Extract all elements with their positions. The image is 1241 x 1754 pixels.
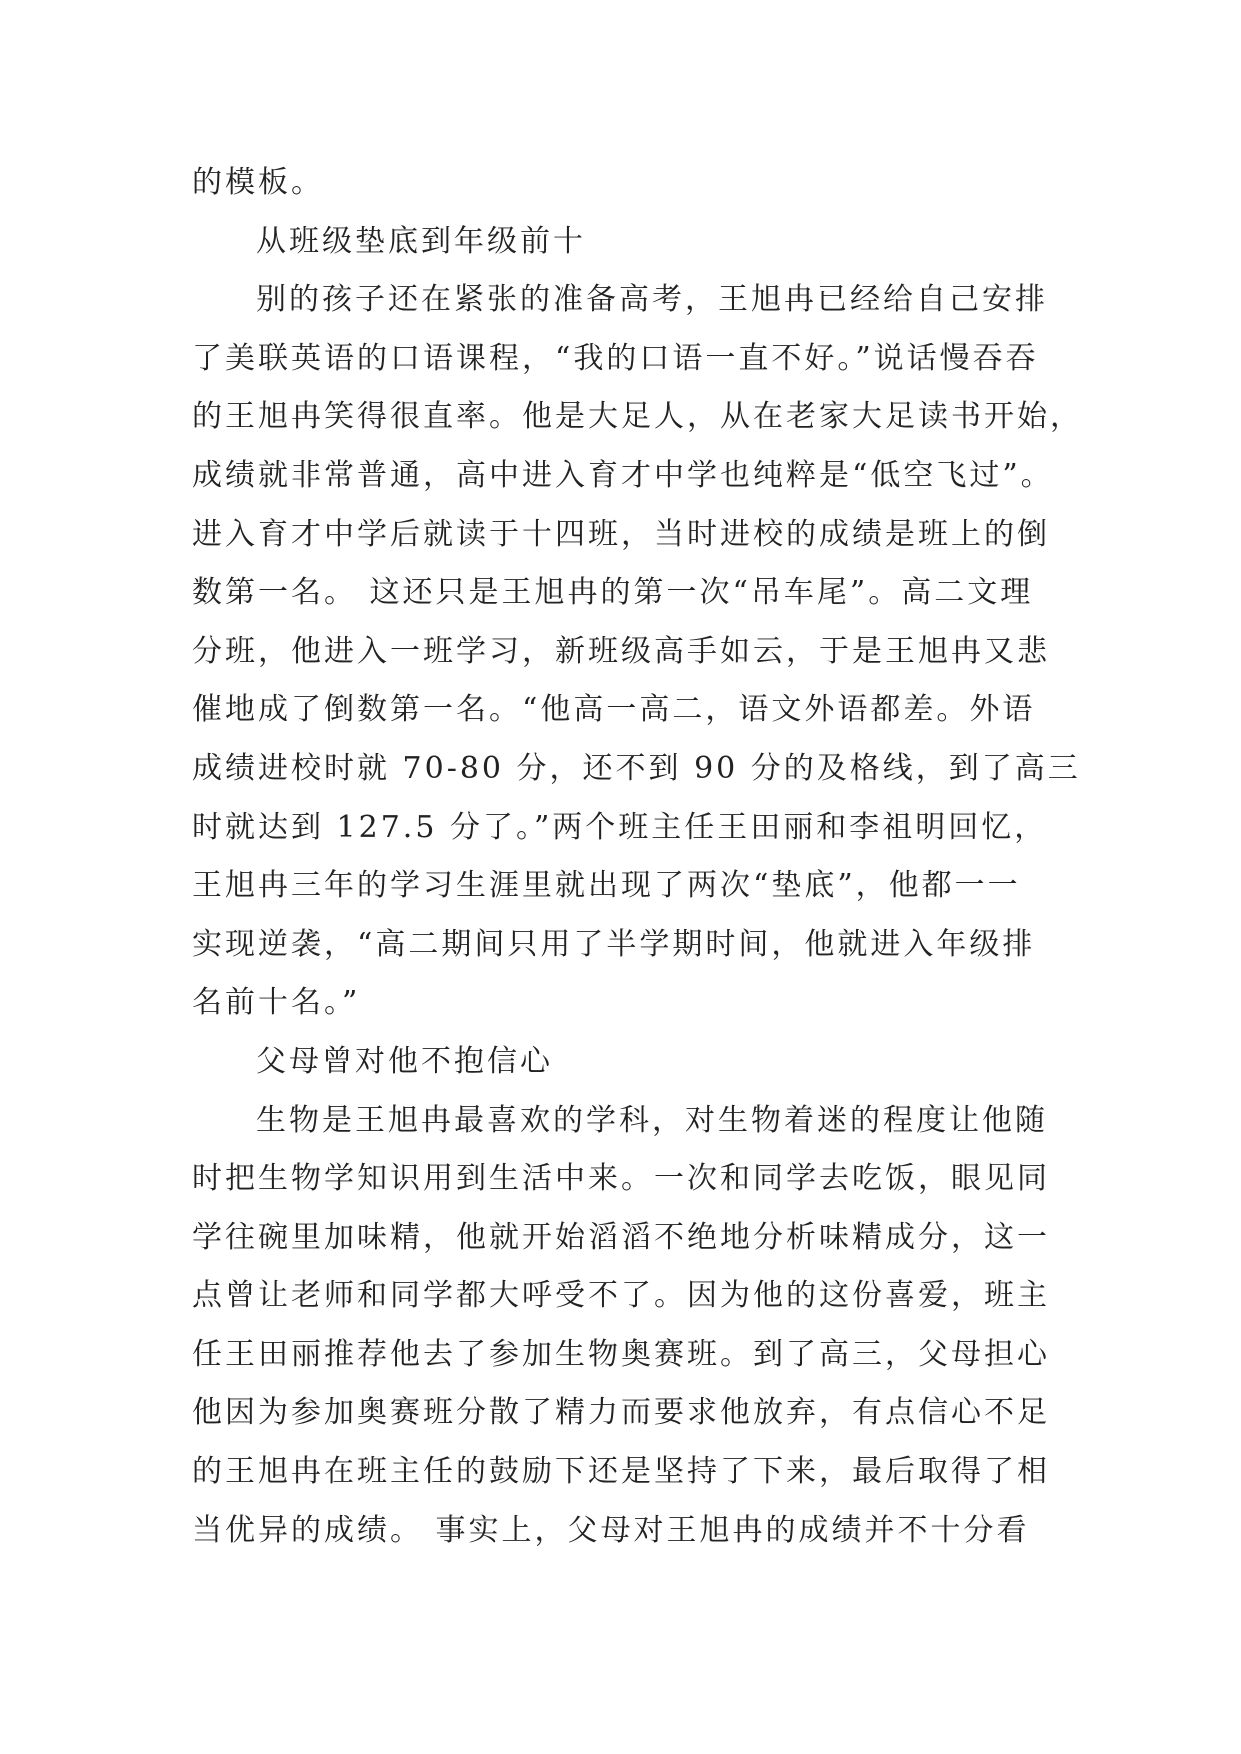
text-line: 别的孩子还在紧张的准备高考，王旭冉已经给自己安排	[256, 282, 1048, 318]
text-line: 实现逆袭，“高二期间只用了半学期时间，他就进入年级排	[192, 926, 1036, 962]
text-line: 名前十名。”	[192, 985, 361, 1021]
section-heading: 从班级垫底到年级前十	[256, 223, 586, 259]
text-line: 数第一名。 这还只是王旭冉的第一次“吊车尾”。高二文理	[192, 575, 1034, 611]
text-line: 的模板。	[192, 165, 324, 200]
text-line: 催地成了倒数第一名。“他高一高二，语文外语都差。外语	[192, 692, 1036, 728]
text-line: 他因为参加奥赛班分散了精力而要求他放弃，有点信心不足	[192, 1395, 1050, 1431]
text-line: 时就达到 127.5 分了。”两个班主任王田丽和李祖明回忆，	[192, 809, 1048, 845]
text-line: 任王田丽推荐他去了参加生物奥赛班。到了高三，父母担心	[192, 1336, 1050, 1372]
text-line: 分班，他进入一班学习，新班级高手如云，于是王旭冉又悲	[192, 633, 1050, 669]
text-line: 王旭冉三年的学习生涯里就出现了两次“垫底”，他都一一	[192, 868, 1021, 904]
section-heading: 父母曾对他不抱信心	[256, 1043, 553, 1079]
text-line: 当优异的成绩。 事实上，父母对王旭冉的成绩并不十分看	[192, 1512, 1030, 1548]
text-line: 时把生物学知识用到生活中来。一次和同学去吃饭，眼见同	[192, 1161, 1050, 1197]
text-line: 生物是王旭冉最喜欢的学科，对生物着迷的程度让他随	[256, 1102, 1048, 1138]
text-line: 的王旭冉在班主任的鼓励下还是坚持了下来，最后取得了相	[192, 1454, 1050, 1490]
body-text	[192, 154, 1083, 1560]
text-line: 进入育才中学后就读于十四班，当时进校的成绩是班上的倒	[192, 516, 1050, 552]
text-line: 成绩就非常普通，高中进入育才中学也纯粹是“低空飞过”。	[192, 457, 1054, 493]
text-line: 成绩进校时就 70-80 分，还不到 90 分的及格线，到了高三	[192, 750, 1081, 786]
text-line: 点曾让老师和同学都大呼受不了。因为他的这份喜爱，班主	[192, 1278, 1050, 1314]
text-line: 学往碗里加味精，他就开始滔滔不绝地分析味精成分，这一	[192, 1219, 1050, 1255]
text-line: 的王旭冉笑得很直率。他是大足人，从在老家大足读书开始，	[192, 399, 1083, 435]
text-line: 了美联英语的口语课程，“我的口语一直不好。”说话慢吞吞	[192, 340, 1039, 376]
